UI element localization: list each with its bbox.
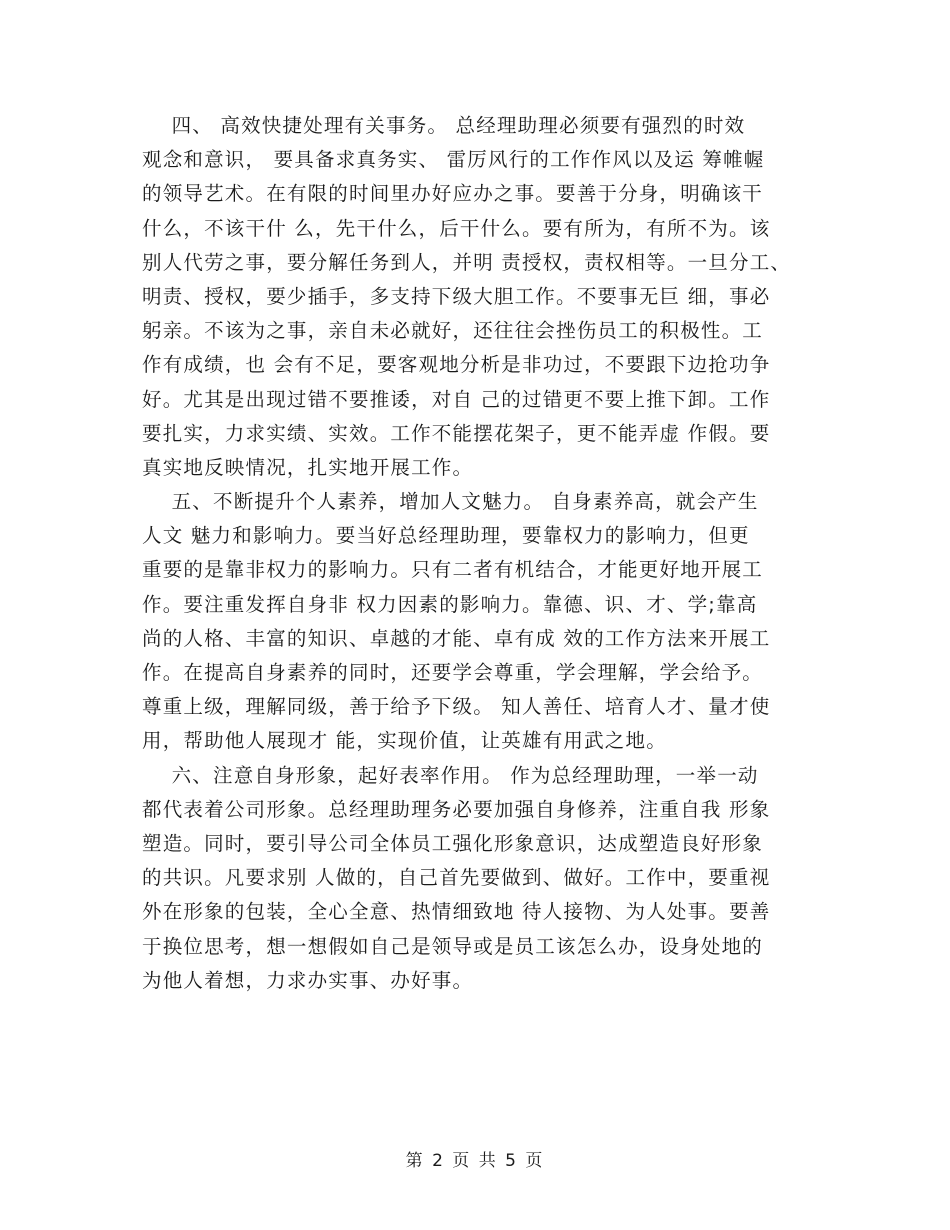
text-line: 作。要注重发挥自身非 权力因素的影响力。靠德、识、才、学;靠高 (142, 592, 758, 616)
text-line: 于换位思考，想一想假如自己是领导或是员工该怎么办，设身处地的 (142, 934, 764, 958)
text-line: 尚的人格、丰富的知识、卓越的才能、卓有成 效的工作方法来开展工 (142, 626, 771, 650)
paragraph-six (142, 759, 832, 998)
text-line: 要扎实，力求实绩、实效。工作不能摆花架子，更不能弄虚 作假。要 (142, 421, 771, 445)
text-line: 人文 魅力和影响力。要当好总经理助理，要靠权力的影响力，但更 (142, 524, 750, 548)
text-line: 的共识。凡要求别 人做的，自己首先要做到、做好。工作中，要重视 (142, 866, 771, 890)
text-line: 躬亲。不该为之事，亲自未必就好，还往往会挫伤员工的积极性。工 (142, 319, 764, 343)
text-line: 重要的是靠非权力的影响力。只有二者有机结合，才能更好地开展工 (142, 558, 764, 582)
text-line: 为他人着想，力求办实事、办好事。 (142, 968, 474, 992)
text-line: 外在形象的包装，全心全意、热情细致地 待人接物、为人处事。要善 (142, 900, 771, 924)
text-line: 尊重上级，理解同级，善于给予下级。 知人善任、培育人才、量才使 (142, 695, 771, 719)
text-line: 真实地反映情况，扎实地开展工作。 (142, 455, 474, 479)
text-line: 都代表着公司形象。总经理助理务必要加强自身修养，注重自我 形象 (142, 797, 771, 821)
text-line: 好。尤其是出现过错不要推诿，对自 己的过错更不要上推下卸。工作 (142, 387, 771, 411)
text-line: 六、注意自身形象，起好表率作用。 作为总经理助理，一举一动 (142, 763, 759, 787)
paragraph-five (142, 485, 832, 759)
text-line: 什么，不该干什 么，先干什么，后干什么。要有所为，有所不为。该 (142, 216, 771, 240)
text-line: 五、不断提升个人素养，增加人文魅力。 自身素养高，就会产生 (142, 490, 759, 514)
text-line: 观念和意识， 要具备求真务实、 雷厉风行的工作作风以及运 筹帷幄 (142, 148, 765, 172)
text-line: 塑造。同时，要引导公司全体员工强化形象意识，达成塑造良好形象 (142, 831, 764, 855)
text-line: 作有成绩，也 会有不足，要客观地分析是非功过，不要跟下边抢功争 (142, 353, 771, 377)
text-line: 的领导艺术。在有限的时间里办好应办之事。要善于分身，明确该干 (142, 182, 764, 206)
paragraph-four (142, 109, 832, 485)
text-line: 作。在提高自身素养的同时，还要学会尊重，学会理解，学会给予。 (142, 661, 764, 684)
text-line: 明责、授权，要少插手，多支持下级大胆工作。不要事无巨 细，事必 (142, 284, 771, 308)
text-line: 别人代劳之事，要分解任务到人，并明 责授权，责权相等。一旦分工、 (142, 250, 792, 274)
document-body (142, 109, 832, 998)
page-number-footer: 第 2 页 共 5 页 (405, 1151, 545, 1171)
text-line: 用，帮助他人展现才 能，实现价值，让英雄有用武之地。 (142, 729, 667, 753)
text-line: 四、 高效快捷处理有关事务。 总经理助理必须要有强烈的时效 (142, 114, 746, 137)
